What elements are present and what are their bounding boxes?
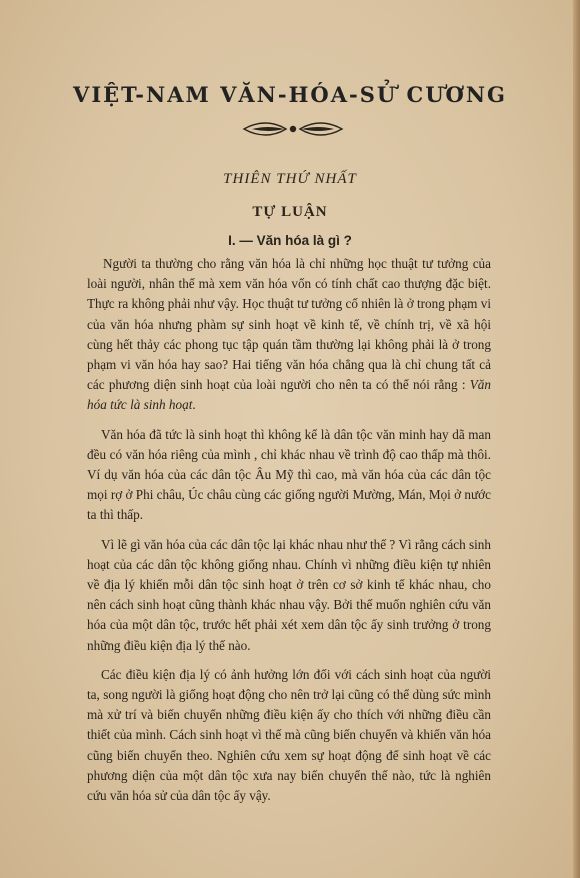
part-heading: THIÊN THỨ NHẤT <box>223 171 357 187</box>
ornament-divider-icon <box>238 118 348 140</box>
body-text <box>87 254 491 815</box>
paragraph <box>87 254 491 416</box>
paragraph-end: . <box>192 397 196 413</box>
chapter-heading: TỰ LUẬN <box>252 204 328 220</box>
page-edge <box>573 0 580 878</box>
book-title: VIỆT-NAM VĂN-HÓA-SỬ CƯƠNG <box>73 82 507 107</box>
paragraph-text: Người ta thường cho rằng văn hóa là chỉ những học thuật tư tưởng của loài người, nhân thế mà xem văn hóa vốn có tính chất cao thượng đặc biệt. Thực ra không phải như vậy. Học thuật tư tưởng cố nhiên là ở trong phạm vi của văn hóa nhưng phàm sự sinh hoạt về kinh tế, về chính trị, về xã hội cùng hết thảy các phong tục tập quán tầm thường lại không phải là ở trong phạm vi văn hóa hay sao? Hai tiếng văn hóa chẳng qua là chỉ chung tất cả các phương diện sinh hoạt của loài người cho nên ta có thể nói rằng : <box>87 256 491 393</box>
paragraph: Vì lẽ gì văn hóa của các dân tộc lại khác nhau như thế ? Vì rằng cách sinh hoạt của các dân tộc không giống nhau. Chính vì những điều kiện tự nhiên về địa lý khiến mỗi dân tộc sinh hoạt ở trên cơ sở kinh tế khác nhau, cho nên cách sinh hoạt cũng thành khác nhau vậy. Bởi thế muốn nghiên cứu văn hóa của một dân tộc, trước hết phải xét xem dân tộc ấy sinh trưởng ở trong những điều kiện địa lý thế nào. <box>87 536 491 653</box>
emphasized-definition: Văn hóa tức là sinh hoạt <box>87 377 491 413</box>
paragraph: Các điều kiện địa lý có ảnh hưởng lớn đối với cách sinh hoạt của người ta, song người là giống hoạt động cho nên trở lại cũng có thể dùng sức mình mà xử trí và biến chuyển những điều kiện ấy cho thích với những điều cần thiết của mình. Cách sinh hoạt vì thế mà cũng biến chuyển và khiến văn hóa cũng biến chuyển theo. Nghiên cứu xem sự hoạt động để sinh hoạt về các phương diện của một dân tộc xưa nay biến chuyển thế nào, tức là nghiên cứu văn hóa sử của dân tộc ấy vậy. <box>87 666 491 804</box>
paragraph: Văn hóa đã tức là sinh hoạt thì không kể là dân tộc văn minh hay dã man đều có văn hóa riêng của mình , chỉ khác nhau về trình độ cao thấp mà thôi. Ví dụ văn hóa của các dân tộc Âu Mỹ thì cao, mà văn hóa của các dân tộc mọi rợ ở Phi châu, Úc châu cùng các giống người Mường, Mán, Mọi ở nước ta thì thấp. <box>87 426 491 523</box>
section-heading: I. — Văn hóa là gì ? <box>228 233 352 248</box>
